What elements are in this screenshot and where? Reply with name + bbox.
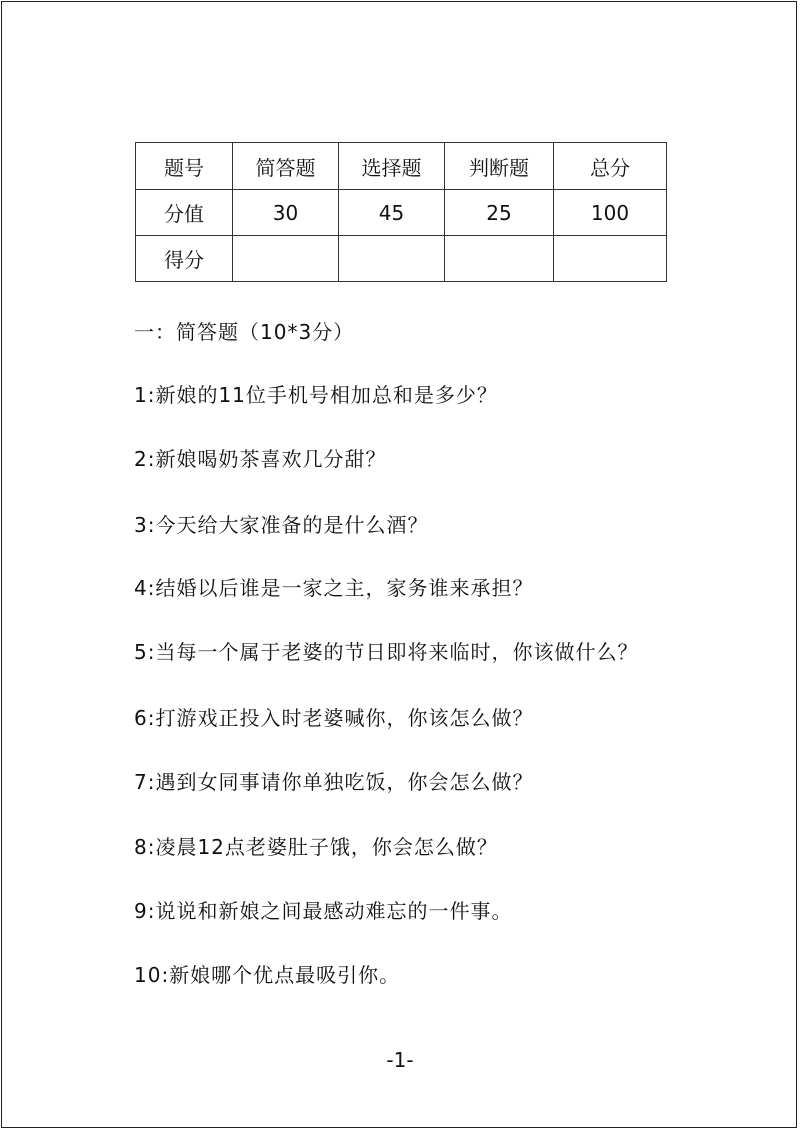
table-cell: 100: [554, 190, 667, 236]
score-input-cell[interactable]: [233, 236, 339, 282]
question-item: 4:结婚以后谁是一家之主，家务谁来承担？: [134, 576, 534, 600]
table-row: [136, 190, 667, 236]
table-cell: 题号: [136, 143, 233, 190]
question-item: 9:说说和新娘之间最感动难忘的一件事。: [134, 899, 513, 923]
score-input-cell[interactable]: [339, 236, 445, 282]
table-cell: 选择题: [339, 143, 445, 190]
table-cell: 简答题: [233, 143, 339, 190]
table-cell: 30: [233, 190, 339, 236]
question-item: 6:打游戏正投入时老婆喊你，你该怎么做？: [134, 706, 534, 730]
table-cell: 总分: [554, 143, 667, 190]
question-item: 5:当每一个属于老婆的节日即将来临时，你该做什么？: [134, 640, 639, 664]
question-item: 3:今天给大家准备的是什么酒？: [134, 513, 429, 537]
question-item: 7:遇到女同事请你单独吃饭，你会怎么做？: [134, 770, 534, 794]
score-input-cell[interactable]: [445, 236, 554, 282]
table-cell: 25: [445, 190, 554, 236]
table-row: [136, 236, 667, 282]
question-item: 8:凌晨12点老婆肚子饿，你会怎么做？: [134, 835, 498, 859]
table-cell: 判断题: [445, 143, 554, 190]
page-number: -1-: [386, 1048, 414, 1072]
table-header-row: [136, 143, 667, 190]
section-title: 一：简答题（10*3分）: [134, 320, 355, 344]
question-item: 10:新娘哪个优点最吸引你。: [134, 963, 401, 987]
score-table: [135, 142, 667, 282]
table-cell: 45: [339, 190, 445, 236]
score-input-cell[interactable]: [554, 236, 667, 282]
table-cell: 分值: [136, 190, 233, 236]
question-item: 1:新娘的11位手机号相加总和是多少？: [134, 383, 498, 407]
table-cell: 得分: [136, 236, 233, 282]
question-item: 2:新娘喝奶茶喜欢几分甜？: [134, 447, 387, 471]
document-page: [1, 1, 797, 1128]
